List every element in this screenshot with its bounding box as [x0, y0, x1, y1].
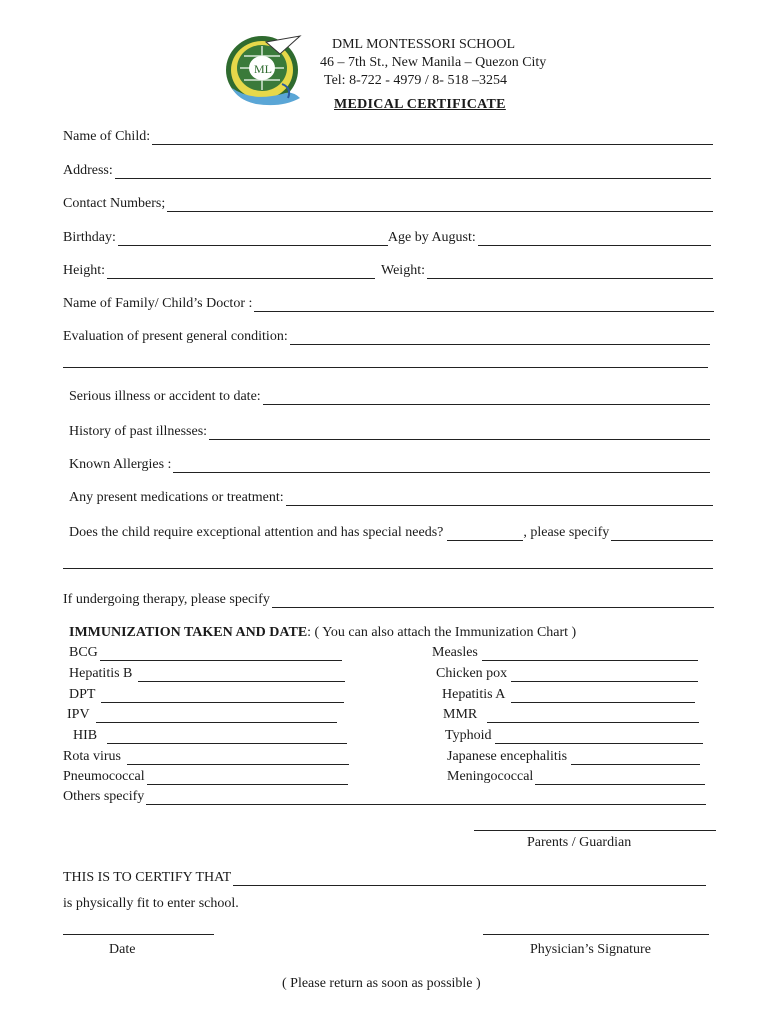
imm-field[interactable]: [138, 669, 345, 682]
contact-row: [63, 196, 713, 212]
parent-signature-line[interactable]: [474, 830, 716, 831]
imm-label: MMR: [443, 707, 478, 722]
evaluation-row: [63, 329, 710, 345]
imm-right-5: [447, 749, 700, 765]
therapy-label: If undergoing therapy, please specify: [63, 592, 270, 607]
evaluation-field[interactable]: [290, 332, 710, 345]
history-row: [69, 424, 710, 440]
doctor-field[interactable]: [254, 299, 714, 312]
others-specify-row: [63, 789, 706, 805]
allergies-row: [69, 457, 710, 473]
contact-field[interactable]: [167, 199, 713, 212]
school-address: 46 – 7th St., New Manila – Quezon City: [320, 55, 547, 70]
address-label: Address:: [63, 163, 113, 178]
imm-label: DPT: [69, 687, 96, 702]
school-logo: [222, 32, 304, 108]
weight-field[interactable]: [427, 266, 713, 279]
imm-field[interactable]: [101, 690, 344, 703]
imm-right-1: [436, 666, 698, 682]
history-field[interactable]: [209, 427, 710, 440]
physician-signature-line[interactable]: [483, 934, 709, 935]
evaluation-label: Evaluation of present general condition:: [63, 329, 288, 344]
medications-row: [69, 490, 713, 506]
age-label: Age by August:: [387, 230, 476, 245]
imm-field[interactable]: [571, 752, 700, 765]
medications-field[interactable]: [286, 493, 713, 506]
date-line[interactable]: [63, 934, 214, 935]
address-row: [63, 163, 711, 179]
contact-label: Contact Numbers;: [63, 196, 166, 211]
imm-field[interactable]: [100, 648, 342, 661]
svg-text:ML: ML: [254, 62, 272, 76]
imm-field[interactable]: [147, 772, 348, 785]
imm-label: Japanese encephalitis: [447, 749, 568, 764]
immunization-note: : ( You can also attach the Immunization Chart ): [307, 625, 577, 640]
address-field[interactable]: [115, 166, 711, 179]
birthday-row: [63, 230, 711, 246]
age-field[interactable]: [478, 233, 711, 246]
imm-field[interactable]: [511, 669, 698, 682]
imm-field[interactable]: [511, 690, 695, 703]
footer-note: ( Please return as soon as possible ): [282, 976, 481, 991]
imm-label: Measles: [432, 645, 478, 660]
page-title: MEDICAL CERTIFICATE: [334, 97, 506, 112]
imm-left-1: [69, 666, 345, 682]
birthday-field[interactable]: [118, 233, 388, 246]
special-needs-label: Does the child require exceptional attention and has special needs?: [69, 525, 444, 540]
height-label: Height:: [63, 263, 105, 278]
evaluation-extra-line[interactable]: [63, 367, 708, 368]
school-tel: Tel: 8-722 - 4979 / 8- 518 –3254: [324, 73, 507, 88]
imm-label: BCG: [69, 645, 98, 660]
imm-field[interactable]: [107, 731, 347, 744]
imm-right-0: [432, 645, 698, 661]
weight-label: Weight:: [381, 263, 425, 278]
imm-label: Chicken pox: [436, 666, 508, 681]
imm-field[interactable]: [127, 752, 349, 765]
medications-label: Any present medications or treatment:: [69, 490, 284, 505]
height-row: [63, 263, 713, 279]
imm-field[interactable]: [96, 710, 337, 723]
serious-illness-label: Serious illness or accident to date:: [69, 389, 261, 404]
therapy-row: [63, 592, 714, 608]
doctor-label: Name of Family/ Child’s Doctor :: [63, 296, 253, 311]
birthday-label: Birthday:: [63, 230, 116, 245]
special-needs-specify-field[interactable]: [611, 528, 713, 541]
serious-illness-row: [69, 389, 710, 405]
immunization-heading-row: [69, 625, 576, 641]
imm-right-4: [445, 728, 703, 744]
imm-left-6: [63, 769, 348, 785]
history-label: History of past illnesses:: [69, 424, 208, 439]
certify-label: THIS IS TO CERTIFY THAT: [63, 870, 232, 885]
allergies-label: Known Allergies :: [69, 457, 172, 472]
others-specify-label: Others specify: [63, 789, 145, 804]
imm-right-3: [443, 707, 699, 723]
imm-label: HIB: [73, 728, 98, 743]
imm-left-3: [67, 707, 337, 723]
imm-right-6: [447, 769, 705, 785]
imm-right-2: [442, 687, 695, 703]
imm-label: Hepatitis A: [442, 687, 506, 702]
fit-statement: is physically fit to enter school.: [63, 896, 239, 911]
doctor-row: [63, 296, 714, 312]
imm-left-5: [63, 749, 349, 765]
serious-illness-field[interactable]: [263, 392, 710, 405]
special-needs-extra-line[interactable]: [63, 568, 713, 569]
others-specify-field[interactable]: [146, 792, 706, 805]
imm-label: Rota virus: [63, 749, 121, 764]
certify-name-field[interactable]: [233, 873, 706, 886]
imm-label: IPV: [67, 707, 90, 722]
imm-label: Typhoid: [445, 728, 492, 743]
school-name: DML MONTESSORI SCHOOL: [332, 37, 516, 52]
imm-label: Meningococcal: [447, 769, 534, 784]
special-needs-row: [69, 525, 713, 541]
therapy-field[interactable]: [272, 595, 714, 608]
height-field[interactable]: [107, 266, 375, 279]
name-of-child-label: Name of Child:: [63, 129, 151, 144]
imm-label: Hepatitis B: [69, 666, 133, 681]
parent-signature-label: Parents / Guardian: [527, 835, 632, 850]
imm-field[interactable]: [535, 772, 705, 785]
imm-field[interactable]: [495, 731, 703, 744]
date-label: Date: [109, 942, 136, 957]
imm-left-4: [73, 728, 347, 744]
imm-field[interactable]: [487, 710, 699, 723]
allergies-field[interactable]: [173, 460, 710, 473]
name-of-child-field[interactable]: [152, 132, 713, 145]
imm-label: Pneumococcal: [63, 769, 145, 784]
special-needs-answer[interactable]: [447, 528, 523, 541]
certify-row: [63, 870, 706, 886]
name-of-child-row: [63, 129, 713, 145]
immunization-heading: IMMUNIZATION TAKEN AND DATE: [69, 625, 308, 640]
special-needs-specify-label: , please specify: [523, 525, 610, 540]
imm-left-0: [69, 645, 342, 661]
imm-field[interactable]: [482, 648, 698, 661]
physician-signature-label: Physician’s Signature: [530, 942, 651, 957]
imm-left-2: [69, 687, 344, 703]
